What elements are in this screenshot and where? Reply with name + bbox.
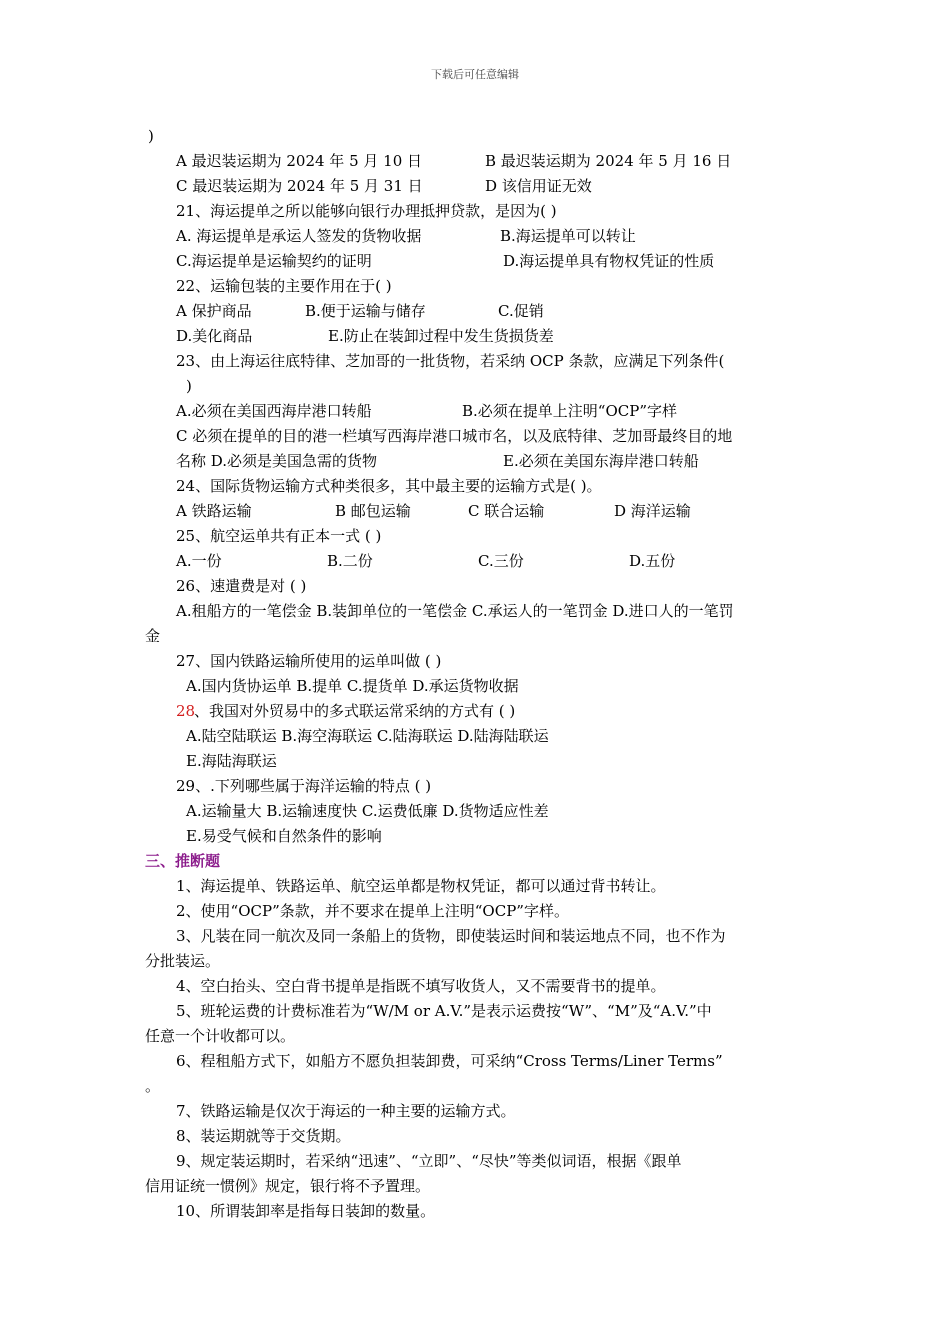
text-line: 27、国内铁路运输所使用的运单叫做 ( ) <box>176 652 442 670</box>
text-line: 28 <box>176 702 196 720</box>
text-line: B 最迟装运期为 2024 年 5 月 16 日 <box>485 152 732 170</box>
text-line: A.必须在美国西海岸港口转船 <box>176 402 372 420</box>
text-line: B.海运提单可以转让 <box>500 227 636 245</box>
text-line: B 邮包运输 <box>335 502 411 520</box>
text-line: E.防止在装卸过程中发生货损货差 <box>328 327 554 345</box>
text-line: B.必须在提单上注明“OCP”字样 <box>462 402 677 420</box>
text-line: A.租船方的一笔偿金 B.装卸单位的一笔偿金 C.承运人的一笔罚金 D.进口人的一笔罚 <box>176 602 734 620</box>
text-line: E.海陆海联运 <box>186 752 277 770</box>
text-line: 29、.下列哪些属于海洋运输的特点 ( ) <box>176 777 432 795</box>
text-line: 1、海运提单、铁路运单、航空运单都是物权凭证，都可以通过背书转让。 <box>176 877 666 895</box>
text-line: A 铁路运输 <box>176 502 252 520</box>
text-line: 6、程租船方式下，如船方不愿负担装卸费，可采纳“Cross Terms/Liner Terms” <box>176 1052 723 1070</box>
text-line: 4、空白抬头、空白背书提单是指既不填写收货人，又不需要背书的提单。 <box>176 977 666 995</box>
text-line: A.陆空陆联运 B.海空海联运 C.陆海联运 D.陆海陆联运 <box>186 727 549 745</box>
text-line: 21、海运提单之所以能够向银行办理抵押贷款，是因为( ) <box>176 202 557 220</box>
text-line: 26、速遣费是对 ( ) <box>176 577 307 595</box>
text-line: A 保护商品 <box>176 302 252 320</box>
text-line: E.必须在美国东海岸港口转船 <box>503 452 699 470</box>
page-header: 下载后可任意编辑 <box>431 68 519 81</box>
text-line: C.促销 <box>498 302 544 320</box>
text-line: 22、运输包装的主要作用在于( ) <box>176 277 392 295</box>
text-line: 10、所谓装卸率是指每日装卸的数量。 <box>176 1202 436 1220</box>
text-line: C.三份 <box>478 552 524 570</box>
text-line: A.一份 <box>176 552 222 570</box>
text-line: ) <box>186 377 192 395</box>
text-line: 8、装运期就等于交货期。 <box>176 1127 351 1145</box>
text-line: 25、航空运单共有正本一式 ( ) <box>176 527 382 545</box>
text-line: D.海运提单具有物权凭证的性质 <box>503 252 715 270</box>
text-line: A. 海运提单是承运人签发的货物收据 <box>176 227 422 245</box>
text-line: D 海洋运输 <box>614 502 691 520</box>
text-line: 金 <box>145 627 161 645</box>
text-line: D.五份 <box>629 552 676 570</box>
text-line: B.二份 <box>327 552 373 570</box>
text-line: D 该信用证无效 <box>485 177 592 195</box>
text-line: 9、规定装运期时，若采纳“迅速”、“立即”、“尽快”等类似词语，根据《跟单 <box>176 1152 682 1170</box>
text-line: C.海运提单是运输契约的证明 <box>176 252 372 270</box>
text-line: C 联合运输 <box>468 502 545 520</box>
text-line: A.国内货协运单 B.提单 C.提货单 D.承运货物收据 <box>186 677 519 695</box>
text-line: B.便于运输与储存 <box>305 302 426 320</box>
text-line: A 最迟装运期为 2024 年 5 月 10 日 <box>176 152 423 170</box>
text-line: 7、铁路运输是仅次于海运的一种主要的运输方式。 <box>176 1102 516 1120</box>
text-line: D.美化商品 <box>176 327 253 345</box>
text-line: 24、国际货物运输方式种类很多，其中最主要的运输方式是( )。 <box>176 477 602 495</box>
text-line: C 最迟装运期为 2024 年 5 月 31 日 <box>176 177 423 195</box>
text-line: 3、凡装在同一航次及同一条船上的货物，即使装运时间和装运地点不同，也不作为 <box>176 927 726 945</box>
text-line: 名称 D.必须是美国急需的货物 <box>176 452 378 470</box>
text-line: 5、班轮运费的计费标准若为“W/M or A.V.”是表示运费按“W”、“M”及“A.V.”中 <box>176 1002 712 1020</box>
text-line: 23、由上海运往底特律、芝加哥的一批货物，若采纳 OCP 条款，应满足下列条件( <box>176 352 725 370</box>
text-line: 。 <box>145 1077 161 1095</box>
text-line: ) <box>148 127 154 145</box>
text-line: 信用证统一惯例》规定，银行将不予置理。 <box>145 1177 431 1195</box>
text-line: C 必须在提单的目的港一栏填写西海岸港口城市名，以及底特律、芝加哥最终目的地 <box>176 427 733 445</box>
text-line: 分批装运。 <box>145 952 221 970</box>
text-line: 任意一个计收都可以。 <box>145 1027 296 1045</box>
text-line: 2、使用“OCP”条款，并不要求在提单上注明“OCP”字样。 <box>176 902 569 920</box>
section-heading: 三、推断题 <box>145 852 221 870</box>
text-line: 、我国对外贸易中的多式联运常采纳的方式有 ( ) <box>194 702 516 720</box>
text-line: A.运输量大 B.运输速度快 C.运费低廉 D.货物适应性差 <box>186 802 549 820</box>
text-line: E.易受气候和自然条件的影响 <box>186 827 382 845</box>
